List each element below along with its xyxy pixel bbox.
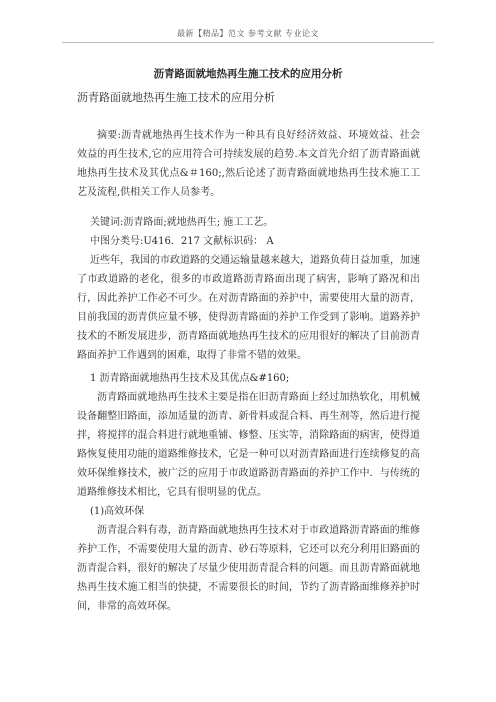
header-divider [62, 42, 434, 43]
keywords-line: 关键词:沥青路面;就地热再生; 施工工艺。 [90, 217, 274, 228]
article-subtitle: 沥青路面就地热再生施工技术的应用分析 [77, 91, 275, 104]
classification-line: 中图分类号:U416．217 文献标识码： A [90, 236, 274, 247]
subsection-paragraph: 沥青混合料有毒，沥青路面就地热再生技术对于市政道路沥青路面的维修养护工作，不需要使用大量的沥青、砂石等原料，它还可以充分利用旧路面的沥青混合料，很好的解决了尽量少使用沥青混合料的问题。而且沥青路面就地热再生技术施工相当的快捷，不需要很长的时间，节约了沥青路面维修养护时间，非常的高效环保。 [77, 525, 420, 612]
section-paragraph: 沥青路面就地热再生技术主要是指在旧沥青路面上经过加热软化，用机械设备翻整旧路面，添加适量的沥青、新骨料或混合料、再生剂等，然后进行搅拌，将搅拌的混合料进行就地重铺、修整、压实等，消除路面的病害，使得道路恢复使用功能的道路维修技术，它是一种可以对沥青路面进行连续修复的高效环保维修技术，被广泛的应用于市政道路沥青路面的养护工作中．与传统的道路维修技术相比，它具有很明显的优点。 [77, 392, 420, 498]
intro-paragraph: 近些年，我国的市政道路的交通运输量越来越大，道路负荷日益加重，加速了市政道路的老化，很多的市政道路沥青路面出现了病害，影响了路况和出行，因此养护工作必不可少。在对沥青路面的养护中，需要使用大量的沥青，目前我国的沥青供应量不够，使得沥青路面的养护工作受到了影响。道路养护技术的不断发展进步，沥青路面就地热再生技术的应用很好的解决了目前沥青路面养护工作遇到的困难，取得了非常不错的效果。 [77, 255, 420, 361]
subsection-heading: (1)高效环保 [90, 506, 145, 517]
running-header: 最新【精品】范文 参考文献 专业论文 [176, 29, 320, 38]
section-heading: 1 沥青路面就地热再生技术及其优点&#160; [90, 373, 290, 384]
abstract-paragraph: 摘要:沥青就地热再生技术作为一种具有良好经济效益、环境效益、社会效益的再生技术,它的应用符合可持续发展的趋势.本文首先介绍了沥青路面就地热再生技术及其优点&＃160;,然后论述了沥青路面就地热再生技术施工工艺及流程,供相关工作人员参考。 [77, 130, 420, 198]
article-body [77, 88, 420, 616]
article-title: 沥青路面就地热再生施工技术的应用分析 [153, 68, 343, 80]
